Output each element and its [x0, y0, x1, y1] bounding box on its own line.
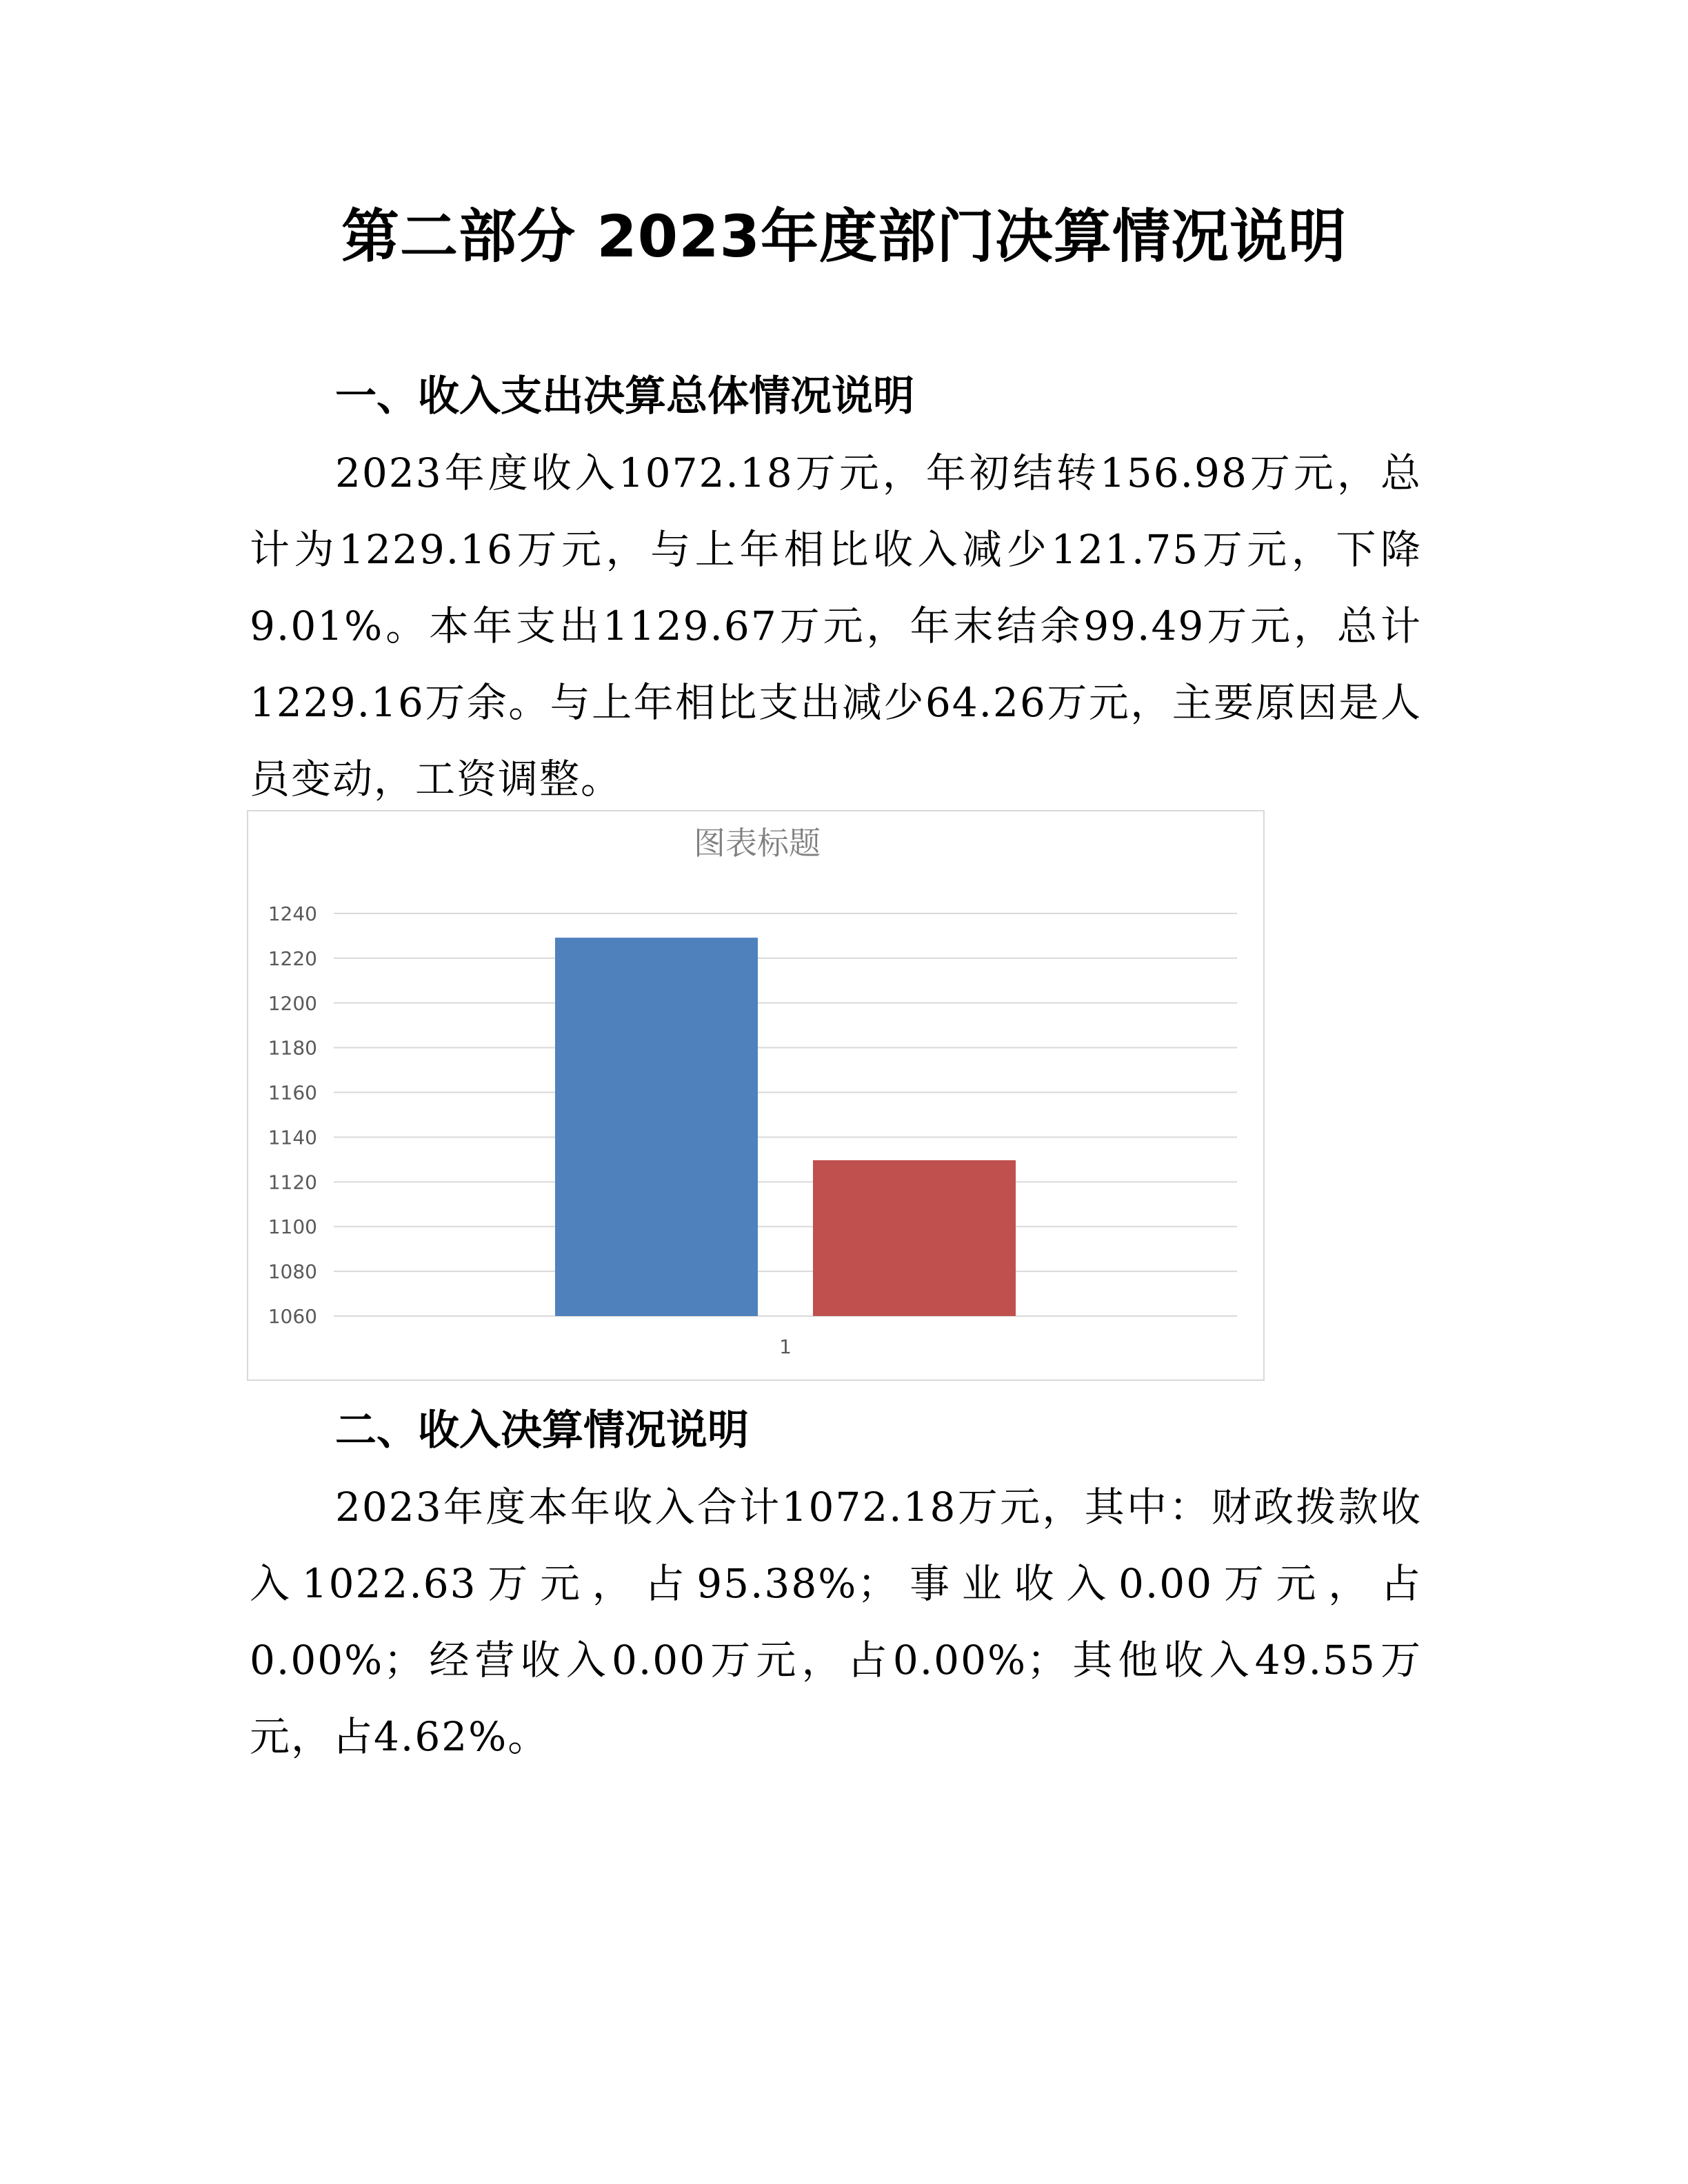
paragraph-income: 2023年度本年收入合计1072.18万元，其中：财政拨款收入1022.63万元，占95.38%；事业收入0.00万元，占0.00%；经营收入0.00万元，占0.00%；其他收入49.55万元，占4.62%。	[250, 1484, 1422, 1760]
section-heading-income-expenditure: 一、收入支出决算总体情况说明	[335, 372, 914, 421]
bar-series-2	[813, 1160, 1016, 1316]
page-title: 第二部分 2023年度部门决算情况说明	[341, 203, 1347, 270]
y-tick-label: 1200	[268, 991, 317, 1015]
bar-series-1	[555, 938, 758, 1316]
y-tick-label: 1180	[268, 1036, 317, 1060]
y-tick-label: 1220	[268, 947, 317, 970]
chart-bars	[555, 938, 1016, 1316]
y-tick-label: 1120	[268, 1171, 317, 1194]
bar-chart	[247, 810, 1265, 1381]
y-tick-label: 1140	[268, 1126, 317, 1149]
chart-canvas	[248, 811, 1266, 1382]
y-tick-label: 1240	[268, 902, 317, 925]
y-tick-label: 1160	[268, 1081, 317, 1104]
y-tick-label: 1080	[268, 1260, 317, 1284]
chart-y-axis-ticks	[268, 902, 317, 1328]
paragraph-income-expenditure: 2023年度收入1072.18万元，年初结转156.98万元，总计为1229.16万元，与上年相比收入减少121.75万元，下降9.01%。本年支出1129.67万元，年末结余99.49万元，总计1229.16万余。与上年相比支出减少64.26万元，主要原因是人员变动，工资调整。	[250, 449, 1422, 802]
chart-title: 图表标题	[694, 825, 821, 862]
chart-x-axis-ticks	[779, 1335, 792, 1358]
y-tick-label: 1060	[268, 1305, 317, 1328]
section-heading-income: 二、收入决算情况说明	[335, 1406, 749, 1455]
x-tick-label: 1	[779, 1335, 792, 1358]
chart-gridlines	[334, 913, 1237, 1316]
y-tick-label: 1100	[268, 1215, 317, 1239]
